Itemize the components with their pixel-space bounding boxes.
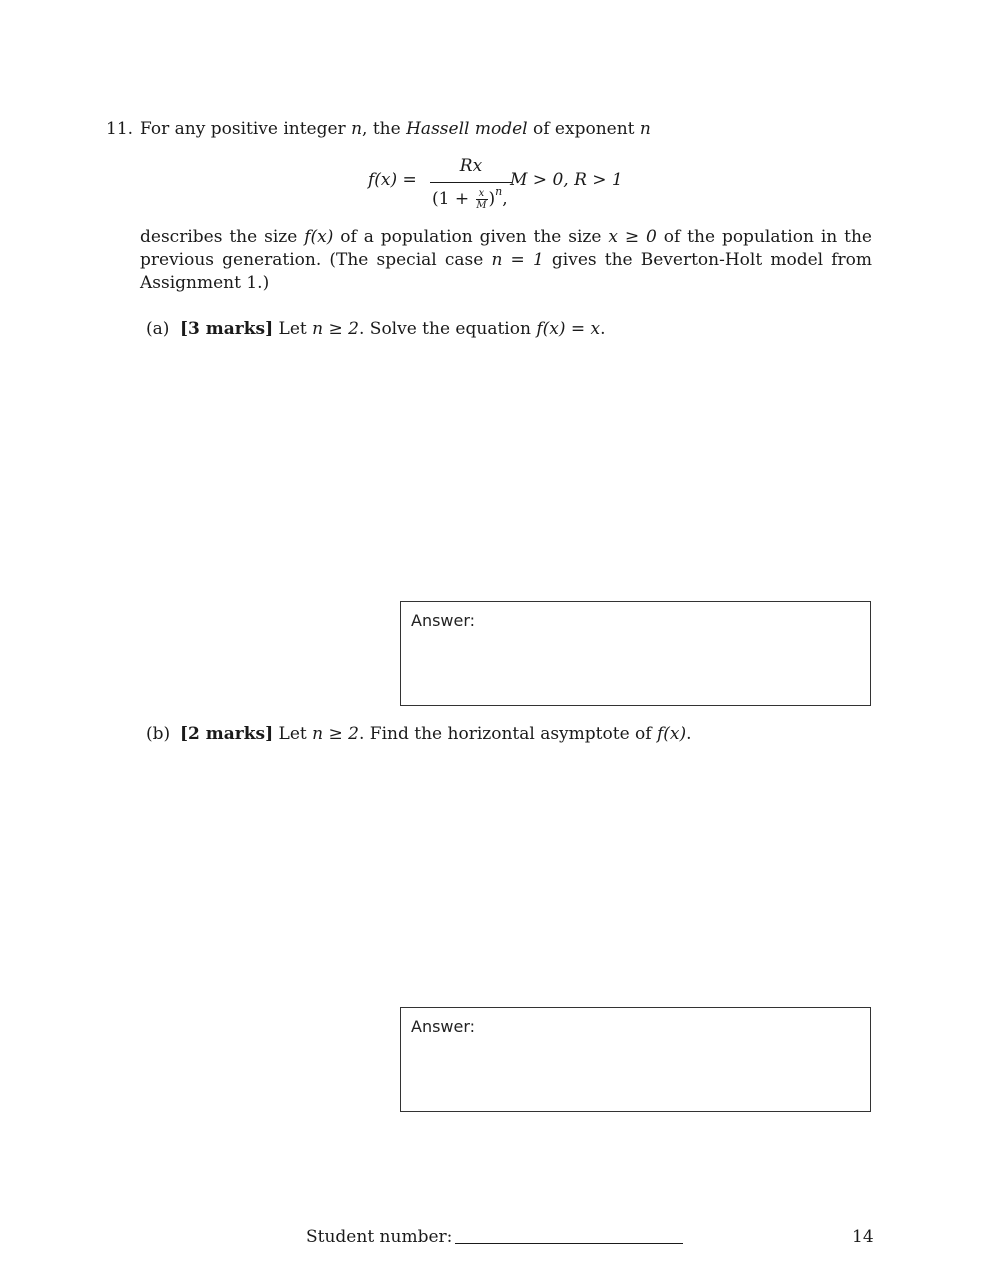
part-b-text: . Find the horizontal asymptote of (358, 724, 657, 744)
para-n-eq: n = 1 (491, 250, 544, 270)
para-p3: of the population in the previous generation. (The special case (140, 227, 872, 270)
part-a-cond: n ≥ 2 (312, 319, 359, 339)
part-a-expr: f(x) = x (536, 319, 601, 339)
question-intro-mid: , the (362, 119, 407, 139)
part-b-end: . (686, 724, 692, 744)
var-n-end: n (639, 119, 651, 139)
equation-lhs: f(x) = (368, 170, 417, 190)
question-intro-prefix: For any positive integer (140, 119, 352, 139)
part-a-label: (a) (146, 319, 170, 339)
small-den: M (476, 200, 487, 211)
small-num: x (478, 188, 485, 199)
equation-conditions: M > 0, R > 1 (510, 170, 623, 190)
part-a-marks: [3 marks] (180, 319, 274, 339)
question-intro-suffix: of exponent (527, 119, 640, 139)
equation-fraction (430, 154, 512, 212)
part-a-end: . (600, 319, 606, 339)
equation-comma: , (502, 189, 508, 209)
student-number-label: Student number: (306, 1227, 453, 1247)
part-b-marks: [2 marks] (180, 724, 274, 744)
para-p4: gives the Beverton-Holt model from Assignment 1.) (140, 250, 872, 293)
small-fraction (476, 189, 488, 210)
part-a-let: Let (273, 319, 313, 339)
description-paragraph (140, 226, 872, 295)
para-p1: describes the size (140, 227, 305, 247)
answer-box-b[interactable] (400, 1007, 871, 1112)
question-number: 11. (106, 119, 134, 139)
part-b-let: Let (273, 724, 313, 744)
question-heading (106, 118, 651, 141)
fraction-bar (430, 182, 512, 183)
para-p2: of a population given the size (333, 227, 609, 247)
equation-numerator: Rx (459, 156, 483, 176)
den-exponent: n (495, 185, 503, 198)
den-close: ) (488, 189, 496, 209)
answer-box-a[interactable] (400, 601, 871, 706)
part-b-expr: f(x) (656, 724, 687, 744)
page-number: 14 (852, 1227, 874, 1247)
para-cond: x ≥ 0 (608, 227, 657, 247)
part-b-prompt (146, 723, 692, 746)
den-open: (1 + (432, 189, 475, 209)
hassell-equation (360, 154, 760, 214)
part-a-prompt (146, 318, 606, 341)
model-name: Hassell model (406, 119, 528, 139)
equation-denominator (432, 185, 508, 210)
para-fx: f(x) (304, 227, 334, 247)
part-b-cond: n ≥ 2 (312, 724, 359, 744)
part-b-label: (b) (146, 724, 171, 744)
answer-label-a: Answer: (411, 611, 476, 630)
part-a-text: . Solve the equation (358, 319, 537, 339)
answer-label-b: Answer: (411, 1017, 476, 1036)
var-n: n (351, 119, 363, 139)
student-number-line[interactable] (455, 1243, 683, 1244)
